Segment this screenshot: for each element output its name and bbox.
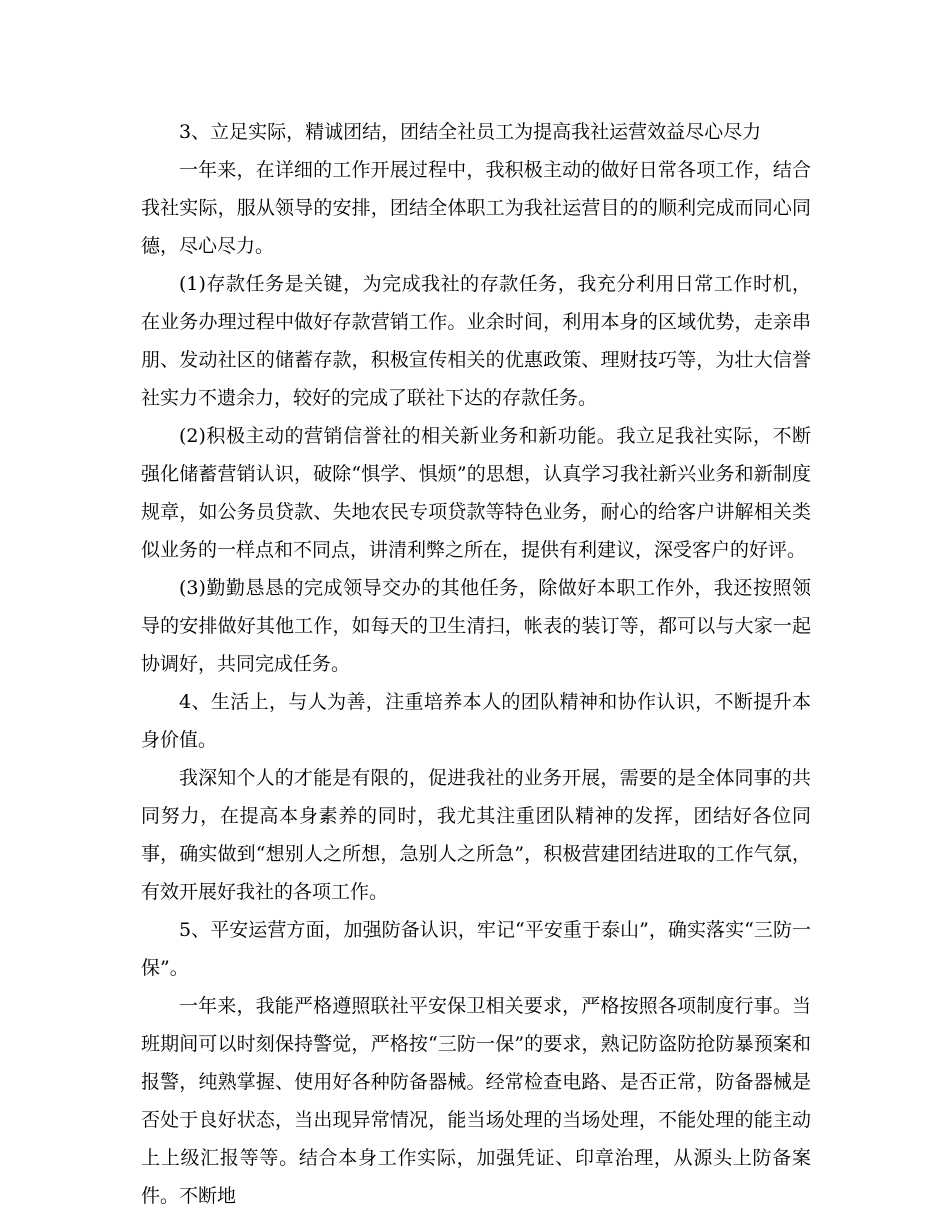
section-heading-5: 5、平安运营方面，加强防备认识，牢记“平安重于泰山”，确实落实“三防一保”。 [141,919,811,979]
list-item-2: (2)积极主动的营销信誉社的相关新业务和新功能。我立足我社实际，不断强化储蓄营销认识，破除“惧学、惧烦”的思想，认真学习我社新兴业务和新制度规章，如公务员贷款、失地农民专项贷款等特色业务，耐心的给客户讲解相关类似业务的一样点和不同点，讲清利弊之所在，提供有利建议，深受客户的好评。 [141,425,811,561]
section-heading-3: 3、立足实际，精诚团结，团结全社员工为提高我社运营效益尽心尽力 [179,121,762,143]
body-paragraph: 一年来，我能严格遵照联社平安保卫相关要求，严格按照各项制度行事。当班期间可以时刻保持警觉，严格按“三防一保”的要求，熟记防盗防抢防暴预案和报警，纯熟掌握、使用好各种防备器械。经常检查电路、是否正常，防备器械是否处于良好状态，当出现异常情况，能当场处理的当场处理，不能处理的能主动上上级汇报等等。结合本身工作实际，加强凭证、印章治理，从源头上防备案件。不断地 [141,995,811,1207]
list-item-1: (1)存款任务是关键，为完成我社的存款任务，我充分利用日常工作时机，在业务办理过程中做好存款营销工作。业余时间，利用本身的区域优势，走亲串朋、发动社区的储蓄存款，积极宣传相关的优惠政策、理财技巧等，为壮大信誉社实力不遗余力，较好的完成了联社下达的存款任务。 [141,273,811,409]
section-heading-4: 4、生活上，与人为善，注重培养本人的团队精神和协作认识，不断提升本身价值。 [141,691,811,751]
body-paragraph: 我深知个人的才能是有限的，促进我社的业务开展，需要的是全体同事的共同努力，在提高本身素养的同时，我尤其注重团队精神的发挥，团结好各位同事，确实做到“想别人之所想，急别人之所急”，积极营建团结进取的工作气氛，有效开展好我社的各项工作。 [141,767,811,903]
document-body [141,113,811,1215]
list-item-3: (3)勤勤恳恳的完成领导交办的其他任务，除做好本职工作外，我还按照领导的安排做好其他工作，如每天的卫生清扫，帐表的装订等，都可以与大家一起协调好，共同完成任务。 [141,577,811,675]
body-paragraph: 一年来，在详细的工作开展过程中，我积极主动的做好日常各项工作，结合我社实际，服从领导的安排，团结全体职工为我社运营目的的顺利完成而同心同德，尽心尽力。 [141,159,811,257]
